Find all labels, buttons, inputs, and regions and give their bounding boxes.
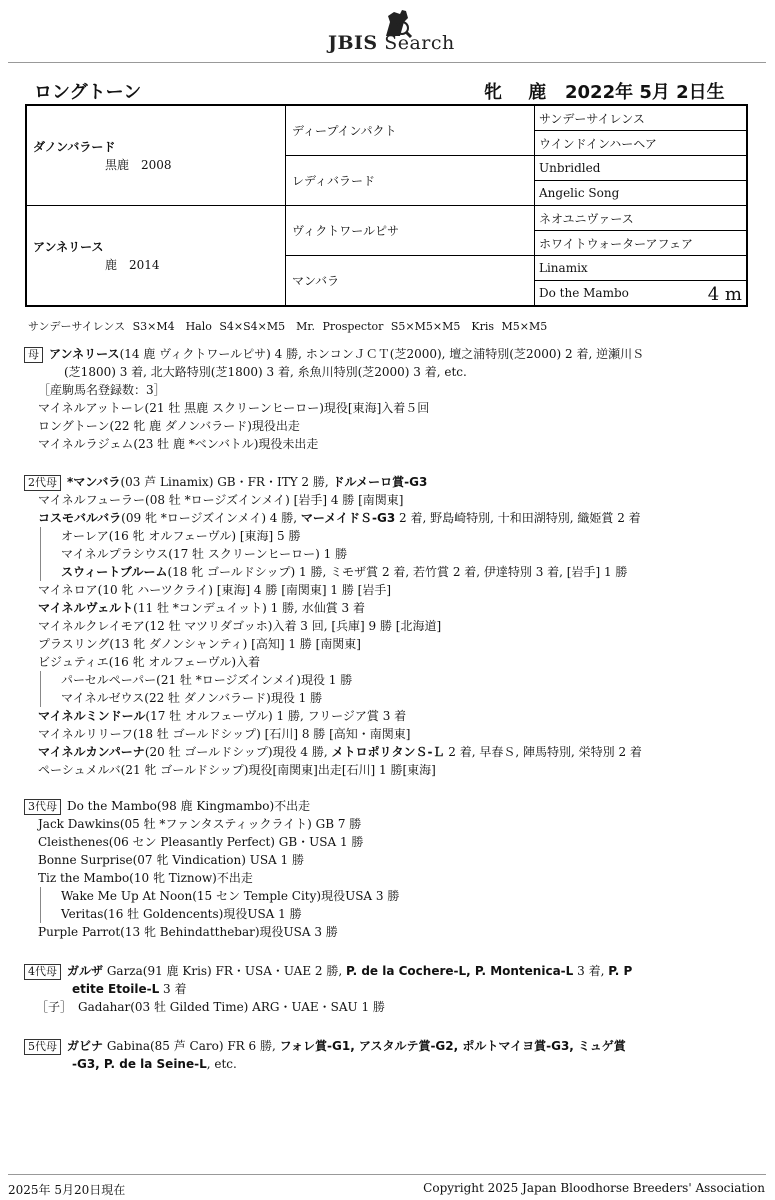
dam4-section: 4代母 ガルザ Garza(91 鹿 Kris) FR・USA・UAE 2 勝, P. de la Cochere-L, P. Montenica-L 3 着, P. P etite Etoile-L 3 着 ［子］ Gadahar(03 牡 Gilded Time) ARG・UAE・SAU 1 勝 [24, 962, 632, 1016]
dam4-tag: 4代母 [24, 964, 61, 980]
list-item: マイネルミンドール(17 牡 オルフェーヴル) 1 勝, フリージア賞 3 着 [38, 709, 407, 723]
birth-date: 2022年 5月 2日生 [565, 82, 725, 103]
dam-name: アンネリース [33, 240, 104, 254]
list-item: オーレア(16 牝 オルフェーヴル) [東海] 5 勝 [24, 527, 642, 545]
list-item: パーセルペーパー(21 牡 *ロージズインメイ)現役 1 勝 [24, 671, 642, 689]
list-item: マイネルラジェム(23 牡 鹿 *ベンバトル)現役未出走 [38, 437, 319, 451]
horse-name: ロングトーン [34, 82, 142, 103]
jbis-search-logo[interactable] [320, 6, 470, 56]
sire-color-year: 黒鹿 2008 [105, 158, 172, 172]
ds-dam: ホワイトウォーターアフェア [535, 231, 748, 256]
list-item: Jack Dawkins(05 牡 *ファンタスティックライト) GB 7 勝 [38, 817, 362, 831]
inbreeding-line: サンデーサイレンス S3×M4 Halo S4×S4×M5 Mr. Prospector S5×M5×M5 Kris M5×M5 [28, 320, 548, 333]
dd-dam: Do the Mambo [539, 286, 629, 300]
dam-cell [26, 206, 286, 307]
list-item: マイネルヴェルト(11 牡 *コンデュイット) 1 勝, 水仙賞 3 着 [38, 601, 365, 615]
list-item: ペーシュメルバ(21 牝 ゴールドシップ)現役[南関東]出走[石川] 1 勝[東海] [38, 763, 436, 777]
list-item: マイネルフューラー(08 牡 *ロージズインメイ) [岩手] 4 勝 [南関東] [38, 493, 404, 507]
list-item: Veritas(16 牡 Goldencents)現役USA 1 勝 [24, 905, 399, 923]
list-item: マイネルクレイモア(12 牡 マツリダゴッホ)入着 3 回, [兵庫] 9 勝 [北海道] [38, 619, 442, 633]
ss-sire: サンデーサイレンス [535, 105, 748, 131]
list-item: コスモバルバラ(09 牝 *ロージズインメイ) 4 勝, マーメイドＳ-G3 2 着, 野島崎特別, 十和田湖特別, 織姫賞 2 着 [38, 511, 641, 525]
list-item: ビジュティエ(16 牝 オルフェーヴル)入着 [38, 655, 261, 669]
list-item: マイネルカンパーナ(20 牡 ゴールドシップ)現役 4 勝, メトロポリタンＳ-Ｌ 2 着, 早春Ｓ, 陣馬特別, 栄特別 2 着 [38, 745, 642, 759]
dam3-tag: 3代母 [24, 799, 61, 815]
foal-count: ［産駒馬名登録数：3］ [38, 383, 166, 397]
dam5-section: 5代母 ガビナ Gabina(85 芦 Caro) FR 6 勝, フォレ賞-G1, アスタルテ賞-G2, ポルトマイヨ賞-G3, ミュゲ賞 -G3, P. de la Seine-L, etc. [24, 1037, 626, 1073]
dam2-section: 2代母 *マンバラ(03 芦 Linamix) GB・FR・ITY 2 勝, ドルメーロ賞-G3 マイネルフューラー(08 牡 *ロージズインメイ) [岩手] 4 勝 [南関東] コスモバルバラ(09 牝 *ロージズインメイ) 4 勝, マーメイドＳ-G3 2 着, 野島崎特別, 十和田湖特別, 織姫賞 2 着 オーレア(16 牝 オルフェーヴル) [東海] 5 勝 マイネルプラシウス(17 牡 スクリーンヒーロー) 1 勝 スウィートブルーム(18 牝 ゴールドシップ) 1 勝, ミモザ賞 2 着, 若竹賞 2 着, 伊達特別 3 着, [岩手] 1 勝 マイネロア(10 牝 ハーツクライ) [東海] 4 勝 [南関東] 1 勝 [岩手] マイネルヴェルト(11 牡 *コンデュイット) 1 勝, 水仙賞 3 着 マイネルクレイモア(12 牡 マツリダゴッホ)入着 3 回, [兵庫] 9 勝 [北海道] プラスリング(13 牝 ダノンシャンティ) [高知] 1 勝 [南関東] ビジュティエ(16 牝 オルフェーヴル)入着 パーセルペーパー(21 牡 *ロージズインメイ)現役 1 勝 マイネルゼウス(22 牡 ダノンバラード)現役 1 勝 マイネルミンドール(17 牡 オルフェーヴル) 1 勝, フリージア賞 3 着 マイネルリリーフ(18 牡 ゴールドシップ) [石川] 8 勝 [高知・南関東] マイネルカンパーナ(20 牡 ゴールドシップ)現役 4 勝, メトロポリタンＳ-Ｌ 2 着, 早春Ｓ, 陣馬特別, 栄特別 2 着 ペーシュメルバ(21 牝 ゴールドシップ)現役[南関東]出走[石川] 1 勝[東海] [24, 473, 642, 779]
sex-color: 牝 鹿 [484, 82, 557, 103]
sire-cell [26, 105, 286, 206]
list-item: マイネルリリーフ(18 牡 ゴールドシップ) [石川] 8 勝 [高知・南関東] [38, 727, 411, 741]
list-item: マイネルアットーレ(21 牡 黒鹿 スクリーンヒーロー)現役[東海]入着５回 [38, 401, 430, 415]
sire-dam: レディバラード [286, 156, 535, 206]
logo-text: JBIS Search [328, 32, 455, 54]
dam5-tag: 5代母 [24, 1039, 61, 1055]
dam-sire: ヴィクトワールピサ [286, 206, 535, 256]
dam3-section: 3代母 Do the Mambo(98 鹿 Kingmambo)不出走 Jack Dawkins(05 牡 *ファンタスティックライト) GB 7 勝 Cleisthenes(06 セン Pleasantly Perfect) GB・USA 1 勝 Bonne Surprise(07 牝 Vindication) USA 1 勝 Tiz the Mambo(10 牝 Tiznow)不出走 Wake Me Up At Noon(15 セン Temple City)現役USA 3 勝 Veritas(16 牡 Goldencents)現役USA 1 勝 Purple Parrot(13 牝 Behindatthebar)現役USA 3 勝 [24, 797, 399, 941]
sire-sire: ディープインパクト [286, 105, 535, 156]
dd-dam-cell [535, 281, 748, 307]
dd-sire: Linamix [535, 256, 748, 281]
list-item: Purple Parrot(13 牝 Behindatthebar)現役USA 3 勝 [38, 925, 338, 939]
list-item: ロングトーン(22 牝 鹿 ダノンバラード)現役出走 [38, 419, 300, 433]
list-item: マイネロア(10 牝 ハーツクライ) [東海] 4 勝 [南関東] 1 勝 [岩手] [38, 583, 392, 597]
list-item: Gadahar(03 牡 Gilded Time) ARG・UAE・SAU 1 勝 [78, 1000, 385, 1014]
pedigree-table [25, 104, 748, 307]
sire-name: ダノンバラード [33, 140, 116, 154]
footer-date: 2025年 5月20日現在 [8, 1183, 126, 1197]
dam1-section: 母 アンネリース(14 鹿 ヴィクトワールピサ) 4 勝, ホンコンＪＣＴ(芝2000), 壇之浦特別(芝2000) 2 着, 逆瀬川Ｓ (芝1800) 3 着, 北大路特別(芝1800) 3 着, 糸魚川特別(芝2000) 3 着, etc. ［産駒馬名登録数：3］ マイネルアットーレ(21 牡 黒鹿 スクリーンヒーロー)現役[東海]入着５回 ロングトーン(22 牝 鹿 ダノンバラード)現役出走 マイネルラジェム(23 牡 鹿 *ベンバトル)現役未出走 [24, 345, 644, 453]
list-item: プラスリング(13 牝 ダノンシャンティ) [高知] 1 勝 [南関東] [38, 637, 361, 651]
dam-color-year: 鹿 2014 [105, 258, 160, 272]
list-item: マイネルプラシウス(17 牡 スクリーンヒーロー) 1 勝 [24, 545, 642, 563]
sd-sire: Unbridled [535, 156, 748, 181]
ss-dam: ウインドインハーヘア [535, 131, 748, 156]
dam2-tag: 2代母 [24, 475, 61, 491]
header-rule [8, 62, 766, 63]
list-item: スウィートブルーム(18 牝 ゴールドシップ) 1 勝, ミモザ賞 2 着, 若竹賞 2 着, 伊達特別 3 着, [岩手] 1 勝 [24, 563, 642, 581]
dam1-tag: 母 [24, 347, 43, 363]
dam1-name: アンネリース [49, 347, 120, 361]
list-item: Wake Me Up At Noon(15 セン Temple City)現役USA 3 勝 [24, 887, 399, 905]
dam-dam: マンバラ [286, 256, 535, 307]
list-item: Tiz the Mambo(10 牝 Tiznow)不出走 [38, 871, 253, 885]
footer-rule [8, 1174, 766, 1175]
sd-dam: Angelic Song [535, 181, 748, 206]
ds-sire: ネオユニヴァース [535, 206, 748, 231]
footer-copyright: Copyright 2025 Japan Bloodhorse Breeders' Association [423, 1181, 765, 1195]
list-item: Cleisthenes(06 セン Pleasantly Perfect) GB・USA 1 勝 [38, 835, 364, 849]
remark: 4 m [707, 284, 742, 305]
list-item: Bonne Surprise(07 牝 Vindication) USA 1 勝 [38, 853, 304, 867]
list-item: マイネルゼウス(22 牡 ダノンバラード)現役 1 勝 [24, 689, 642, 707]
